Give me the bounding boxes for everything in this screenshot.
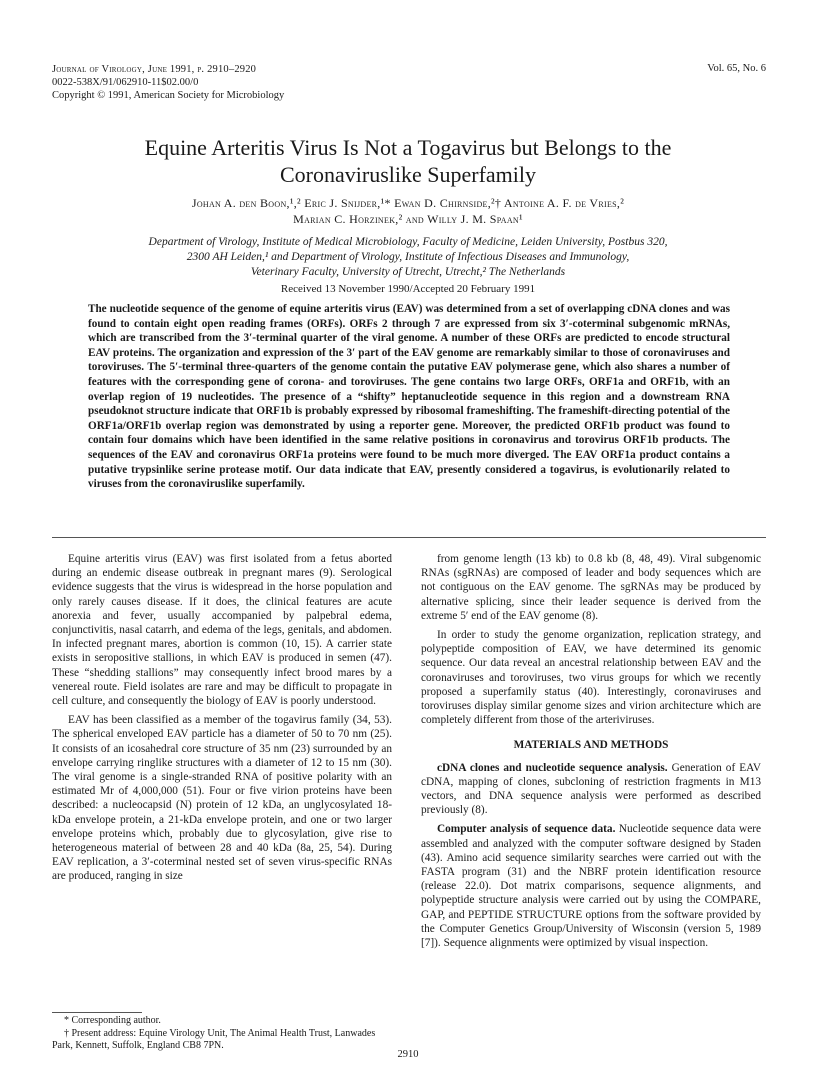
methods-paragraph-1	[421, 761, 761, 818]
journal-citation: Journal of Virology, June 1991, p. 2910–2920	[52, 64, 257, 75]
methods-text-1: Generation of EAV cDNA, mapping of clones, subcloning of restriction fragments in M13 vectors, and DNA sequence analysis were performed as described previously (8).	[421, 761, 761, 817]
copyright-line: Copyright © 1991, American Society for Microbiology	[52, 90, 285, 101]
author-list	[60, 195, 756, 227]
footnotes	[52, 1015, 392, 1053]
abstract-divider	[52, 537, 766, 538]
right-column	[421, 552, 761, 955]
footnote-present-address: † Present address: Equine Virology Unit, The Animal Health Trust, Lanwades Park, Kennett, Suffolk, England CB8 7PN.	[52, 1027, 376, 1051]
abstract: The nucleotide sequence of the genome of equine arteritis virus (EAV) was determined from a set of overlapping cDNA clones and was found to contain eight open reading frames (ORFs). ORFs 2 through 7 are expressed from six 3′-coterminal subgenomic mRNAs, which are transcribed from the 3′-terminal quarter of the viral genome. A number of these ORFs are predicted to encode structural EAV proteins. The organization and expression of the 3′ part of the EAV genome are remarkably similar to those of coronaviruses and toroviruses. The 5′-terminal three-quarters of the genome contain the putative EAV polymerase gene, which also shares a number of features with the corresponding gene of corona- and toroviruses. The gene contains two large ORFs, ORF1a and ORF1b, with an overlap region of 19 nucleotides. The presence of a “shifty” heptanucleotide sequence in this region and a downstream RNA pseudoknot structure indicate that ORF1b is probably expressed by ribosomal frameshifting. The frameshift-directing potential of the ORF1a/ORF1b overlap region was demonstrated by using a reporter gene. Moreover, the predicted ORF1b product was found to contain four domains which have been identified in the same relative positions in coronavirus and torovirus ORF1b products. The sequences of the EAV and coronavirus ORF1a proteins were found to be much more diverged. The EAV ORF1a product contains a putative trypsinlike serine protease motif. Our data indicate that EAV, presently considered a togavirus, is evolutionarily related to viruses from the coronaviruslike superfamily.	[88, 303, 730, 491]
footnote-corresponding: * Corresponding author.	[64, 1015, 161, 1026]
volume-issue: Vol. 65, No. 6	[707, 63, 766, 74]
section-heading-methods: MATERIALS AND METHODS	[513, 739, 669, 752]
article-title	[60, 134, 756, 188]
intro-paragraph-1: Equine arteritis virus (EAV) was first isolated from a fetus aborted during an endemic disease outbreak in pregnant mares (9). Serological evidence suggests that the virus is widespread in the horse population and only rarely causes disease. If it does, the clinical features are acute anorexia and fever, usually accompanied by palpebral edema, conjunctivitis, nasal catarrh, and edema of the legs, genitals, and abdomen. In infected pregnant mares, abortion is common (10, 15). A carrier state exists in seropositive stallions, in which EAV is produced in semen (47). These “shedding stallions” may consequently infect brood mares by a venereal route. Field isolates are rare and may be difficult to propagate in cell culture, and consequently the biology of EAV is poorly understood.	[52, 553, 392, 708]
intro-paragraph-4: In order to study the genome organization, replication strategy, and polypeptide composition of EAV, we have determined its genomic sequence. Our data reveal an ancestral relationship between EAV and the coronaviruses and toroviruses, two virus groups for which we recently proposed a superfamily status (40). Interestingly, coronaviruses and toroviruses display similar genome sizes and virion architecture which are completely different from those of the arteriviruses.	[421, 629, 761, 727]
subheading-computer: Computer analysis of sequence data.	[437, 823, 616, 836]
affiliations	[70, 235, 746, 280]
methods-paragraph-2	[421, 822, 761, 950]
methods-text-2: Nucleotide sequence data were assembled and analyzed with the computer software designed by Staden (43). Amino acid sequence similarity searches were carried out with the FASTA program (31) and the NBRF protein identification resource (release 22.0). Dot matrix comparisons, sequence alignments, and polypeptide structure analysis were carried out by using the COMPARE, GAP, and PEPTIDE STRUCTURE options from the software provided by the Computer Genetics Group/University of Wisconsin (version 5, 1989 [7]). Sequence alignments were optimized by visual inspection.	[421, 823, 761, 950]
received-dates: Received 13 November 1990/Accepted 20 February 1991	[280, 283, 536, 295]
footnote-divider	[52, 1012, 142, 1013]
authors-line-1: Johan A. den Boon,¹,² Eric J. Snijder,¹* Ewan D. Chirnside,²† Antoine A. F. de Vries,²	[191, 196, 625, 210]
affiliation-line-1: Department of Virology, Institute of Medical Microbiology, Faculty of Medicine, Leiden University, Postbus 320,	[148, 236, 668, 248]
affiliation-line-2: 2300 AH Leiden,¹ and Department of Virology, Institute of Infectious Diseases and Immunology,	[186, 251, 630, 263]
subheading-cdna: cDNA clones and nucleotide sequence analysis.	[437, 761, 668, 774]
title-line-1: Equine Arteritis Virus Is Not a Togavirus but Belongs to the	[144, 135, 672, 160]
intro-paragraph-2: EAV has been classified as a member of the togavirus family (34, 53). The spherical enveloped EAV particle has a diameter of 50 to 70 nm (25). It consists of an icosahedral core structure of 35 nm (23) surrounded by an envelope carrying ringlike structures with a diameter of 12 to 15 nm (30). The viral genome is a single-stranded RNA of positive polarity with an estimated Mr of 4,000,000 (51). Four or five virion proteins have been described: a nucleocapsid (N) protein of 12 kDa, an unglycosylated 18-kDa envelope protein, a 21-kDa envelope protein, and one or two larger envelope proteins which, probably due to glycosylation, give rise to heterogeneous material of between 28 and 40 kDa (8a, 25, 54). During EAV replication, a 3′-coterminal nested set of seven virus-specific RNAs are produced, ranging in size	[52, 714, 392, 883]
authors-line-2: Marian C. Horzinek,² and Willy J. M. Spaan¹	[293, 212, 523, 226]
intro-paragraph-3: from genome length (13 kb) to 0.8 kb (8, 48, 49). Viral subgenomic RNAs (sgRNAs) are composed of leader and body sequences which are not contiguous on the EAV genome. The sgRNAs may be produced by alternative splicing, since their leader sequence is derived from the extreme 5′ end of the EAV genome (8).	[421, 553, 761, 622]
page-number: 2910	[397, 1049, 419, 1060]
left-column	[52, 552, 392, 889]
running-header	[52, 63, 284, 102]
affiliation-line-3: Veterinary Faculty, University of Utrecht, Utrecht,² The Netherlands	[250, 266, 566, 278]
article-code: 0022-538X/91/062910-11$02.00/0	[52, 77, 199, 88]
title-line-2: Coronaviruslike Superfamily	[279, 162, 536, 187]
